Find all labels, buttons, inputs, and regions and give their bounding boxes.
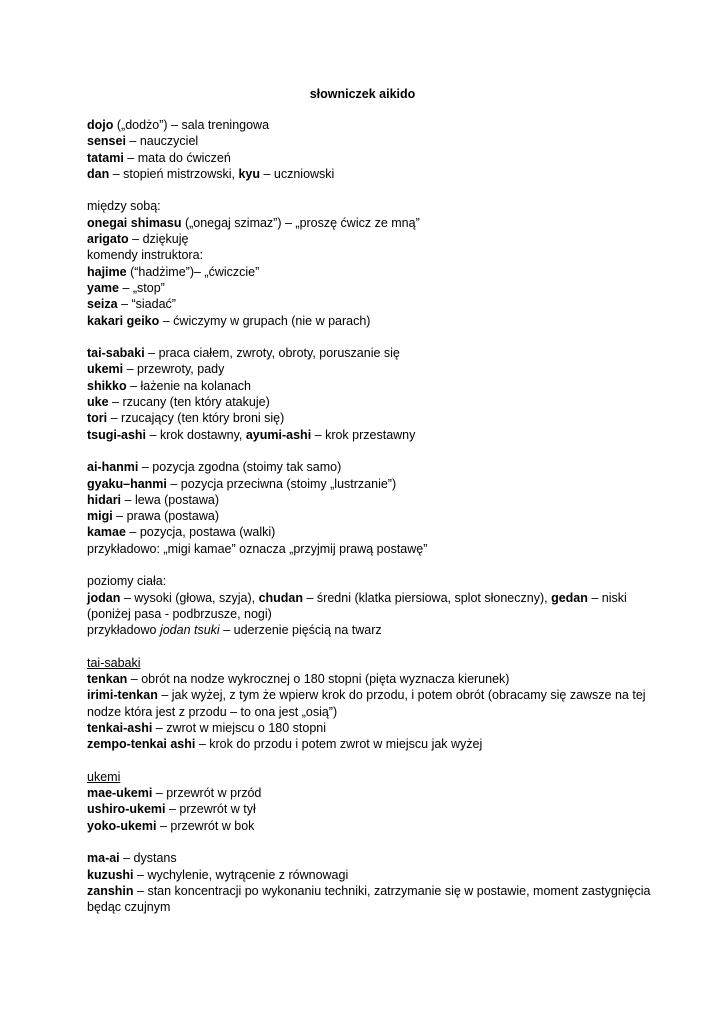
entry-tai-sabaki	[87, 345, 652, 361]
entry-tsugi-ashi	[87, 427, 652, 443]
spacer	[87, 329, 652, 345]
entry-term: jodan	[87, 590, 121, 605]
entry-term: hajime	[87, 264, 127, 279]
entry-term: mae-ukemi	[87, 786, 153, 801]
spacer	[87, 182, 652, 198]
entry-term: onegai shimasu	[87, 215, 182, 230]
entry-mae-ukemi	[87, 785, 652, 801]
entry-term: kyu	[238, 166, 260, 181]
entry-tenkai-ashi	[87, 720, 652, 736]
entry-term: zempo-tenkai ashi	[87, 737, 196, 752]
entry-sensei	[87, 133, 652, 149]
entry-term: yame	[87, 280, 119, 295]
entry-definition: – przewroty, pady	[123, 362, 225, 377]
entry-term: tatami	[87, 150, 124, 165]
entry-term: tori	[87, 411, 108, 426]
entry-term: zanshin	[87, 883, 134, 898]
spacer	[87, 639, 652, 655]
entry-definition: – łażenie na kolanach	[126, 378, 252, 393]
entry-term: tai-sabaki	[87, 346, 145, 361]
entry-definition: – zwrot w miejscu o 180 stopni	[152, 720, 327, 735]
entry-dan-kyu	[87, 166, 652, 182]
example-prefix: przykładowo	[87, 623, 160, 638]
entry-term: uke	[87, 395, 109, 410]
entry-term: kakari geiko	[87, 313, 160, 328]
entry-definition: – prawa (postawa)	[112, 509, 220, 524]
entry-definition: – nauczyciel	[125, 134, 199, 149]
example-term: jodan tsuki	[159, 623, 220, 638]
entry-kakari-geiko	[87, 313, 652, 329]
entry-term: dan	[87, 166, 110, 181]
entry-term: yoko-ukemi	[87, 818, 157, 833]
entry-definition: – lewa (postawa)	[121, 492, 220, 507]
entry-definition: – przewrót w bok	[156, 818, 255, 833]
entry-term: sensei	[87, 134, 126, 149]
entry-hajime	[87, 264, 652, 280]
entry-definition: – średni (klatka piersiowa, splot słoneczny),	[303, 590, 552, 605]
entry-term: ma-ai	[87, 851, 120, 866]
entry-ma-ai	[87, 850, 652, 866]
entry-term: dojo	[87, 118, 114, 132]
spacer	[87, 834, 652, 850]
entry-term: tenkan	[87, 672, 128, 687]
entry-zempo-tenkai-ashi	[87, 736, 652, 752]
entry-term: gyaku–hanmi	[87, 476, 167, 491]
section-heading-tai-sabaki: tai-sabaki	[87, 655, 141, 670]
entry-term: tsugi-ashi	[87, 427, 147, 442]
spacer	[87, 443, 652, 459]
section-heading: poziomy ciała:	[87, 574, 167, 589]
glossary-body	[87, 117, 652, 916]
example-text: przykładowo: „migi kamae” oznacza „przyjmij prawą postawę”	[87, 541, 428, 556]
entry-definition: – przewrót w przód	[152, 786, 262, 801]
section-heading: komendy instruktora:	[87, 248, 204, 263]
entry-tori	[87, 410, 652, 426]
entry-definition: – pozycja przeciwna (stoimy „lustrzanie”)	[166, 476, 397, 491]
entry-definition: – „stop”	[118, 280, 165, 295]
entry-definition: – przewrót w tył	[165, 802, 256, 817]
entry-term: shikko	[87, 378, 127, 393]
entry-term: irimi-tenkan	[87, 688, 158, 703]
entry-term: seiza	[87, 297, 118, 312]
entry-onegai-shimasu	[87, 215, 652, 231]
entry-term: ukemi	[87, 362, 124, 377]
entry-definition: – wysoki (głowa, szyja),	[120, 590, 259, 605]
entry-hidari	[87, 492, 652, 508]
entry-definition: – praca ciałem, zwroty, obroty, poruszanie się	[144, 346, 400, 361]
entry-yame	[87, 280, 652, 296]
entry-definition: – ćwiczymy w grupach (nie w parach)	[159, 313, 371, 328]
entry-zanshin	[87, 883, 652, 916]
entry-irimi-tenkan	[87, 687, 652, 720]
entry-ukemi	[87, 361, 652, 377]
entry-definition: – krok do przodu i potem zwrot w miejscu jak wyżej	[195, 737, 483, 752]
section-heading-ukemi: ukemi	[87, 769, 121, 784]
entry-definition: – stopień mistrzowski,	[109, 166, 239, 181]
entry-definition: – niski (poniżej pasa - podbrzusze, nogi)	[87, 590, 627, 621]
entry-term: migi	[87, 509, 113, 524]
entry-gyaku-hanmi	[87, 476, 652, 492]
entry-term: ayumi-ashi	[245, 427, 312, 442]
entry-uke	[87, 394, 652, 410]
entry-tatami	[87, 150, 652, 166]
entry-kuzushi	[87, 867, 652, 883]
entry-definition: – jak wyżej, z tym że wpierw krok do przodu, i potem obrót (obracamy się zawsze na tej nodze która jest z przodu – to ona jest „osią”)	[87, 688, 646, 719]
entry-definition: (“hadżime”)– „ćwiczcie”	[126, 264, 260, 279]
entry-definition: – uczniowski	[260, 166, 335, 181]
entry-ai-hanmi	[87, 459, 652, 475]
entry-tenkan	[87, 671, 652, 687]
entry-term: ai-hanmi	[87, 460, 139, 475]
entry-definition: – “siadać”	[117, 297, 176, 312]
entry-definition: – pozycja zgodna (stoimy tak samo)	[138, 460, 342, 475]
entry-dojo	[87, 117, 652, 133]
entry-term: gedan	[551, 590, 588, 605]
entry-definition: – wychylenie, wytrącenie z równowagi	[133, 867, 349, 882]
entry-term: tenkai-ashi	[87, 720, 153, 735]
entry-definition: – pozycja, postawa (walki)	[125, 525, 276, 540]
entry-term: kamae	[87, 525, 126, 540]
entry-ushiro-ukemi	[87, 801, 652, 817]
entry-definition: – rzucający (ten który broni się)	[107, 411, 285, 426]
entry-yoko-ukemi	[87, 818, 652, 834]
entry-definition: („dodżo”) – sala treningowa	[113, 118, 270, 132]
entry-definition: – obrót na nodze wykrocznej o 180 stopni (pięta wyznacza kierunek)	[127, 672, 510, 687]
entry-kamae	[87, 524, 652, 540]
entry-term: hidari	[87, 492, 122, 507]
entry-body-levels	[87, 590, 652, 623]
entry-arigato	[87, 231, 652, 247]
entry-definition: – rzucany (ten który atakuje)	[108, 395, 270, 410]
entry-definition: – krok dostawny,	[146, 427, 246, 442]
entry-definition: – krok przestawny	[311, 427, 416, 442]
entry-definition: – stan koncentracji po wykonaniu techniki, zatrzymanie się w postawie, moment zastygnięcia będąc czujnym	[87, 883, 651, 915]
page-title: słowniczek aikido	[309, 87, 416, 101]
entry-seiza	[87, 296, 652, 312]
entry-definition: – mata do ćwiczeń	[123, 150, 231, 165]
entry-definition: – dziękuję	[128, 232, 189, 247]
entry-definition: („onegaj szimaz”) – „proszę ćwicz ze mną”	[181, 215, 420, 230]
example-definition: – uderzenie pięścią na twarz	[219, 623, 382, 638]
entry-migi	[87, 508, 652, 524]
spacer	[87, 557, 652, 573]
section-heading: między sobą:	[87, 199, 161, 214]
example-text	[87, 622, 652, 638]
entry-term: chudan	[258, 590, 304, 605]
entry-term: kuzushi	[87, 867, 134, 882]
entry-term: ushiro-ukemi	[87, 802, 166, 817]
entry-term: arigato	[87, 232, 129, 247]
entry-definition: – dystans	[119, 851, 177, 866]
entry-shikko	[87, 378, 652, 394]
spacer	[87, 753, 652, 769]
